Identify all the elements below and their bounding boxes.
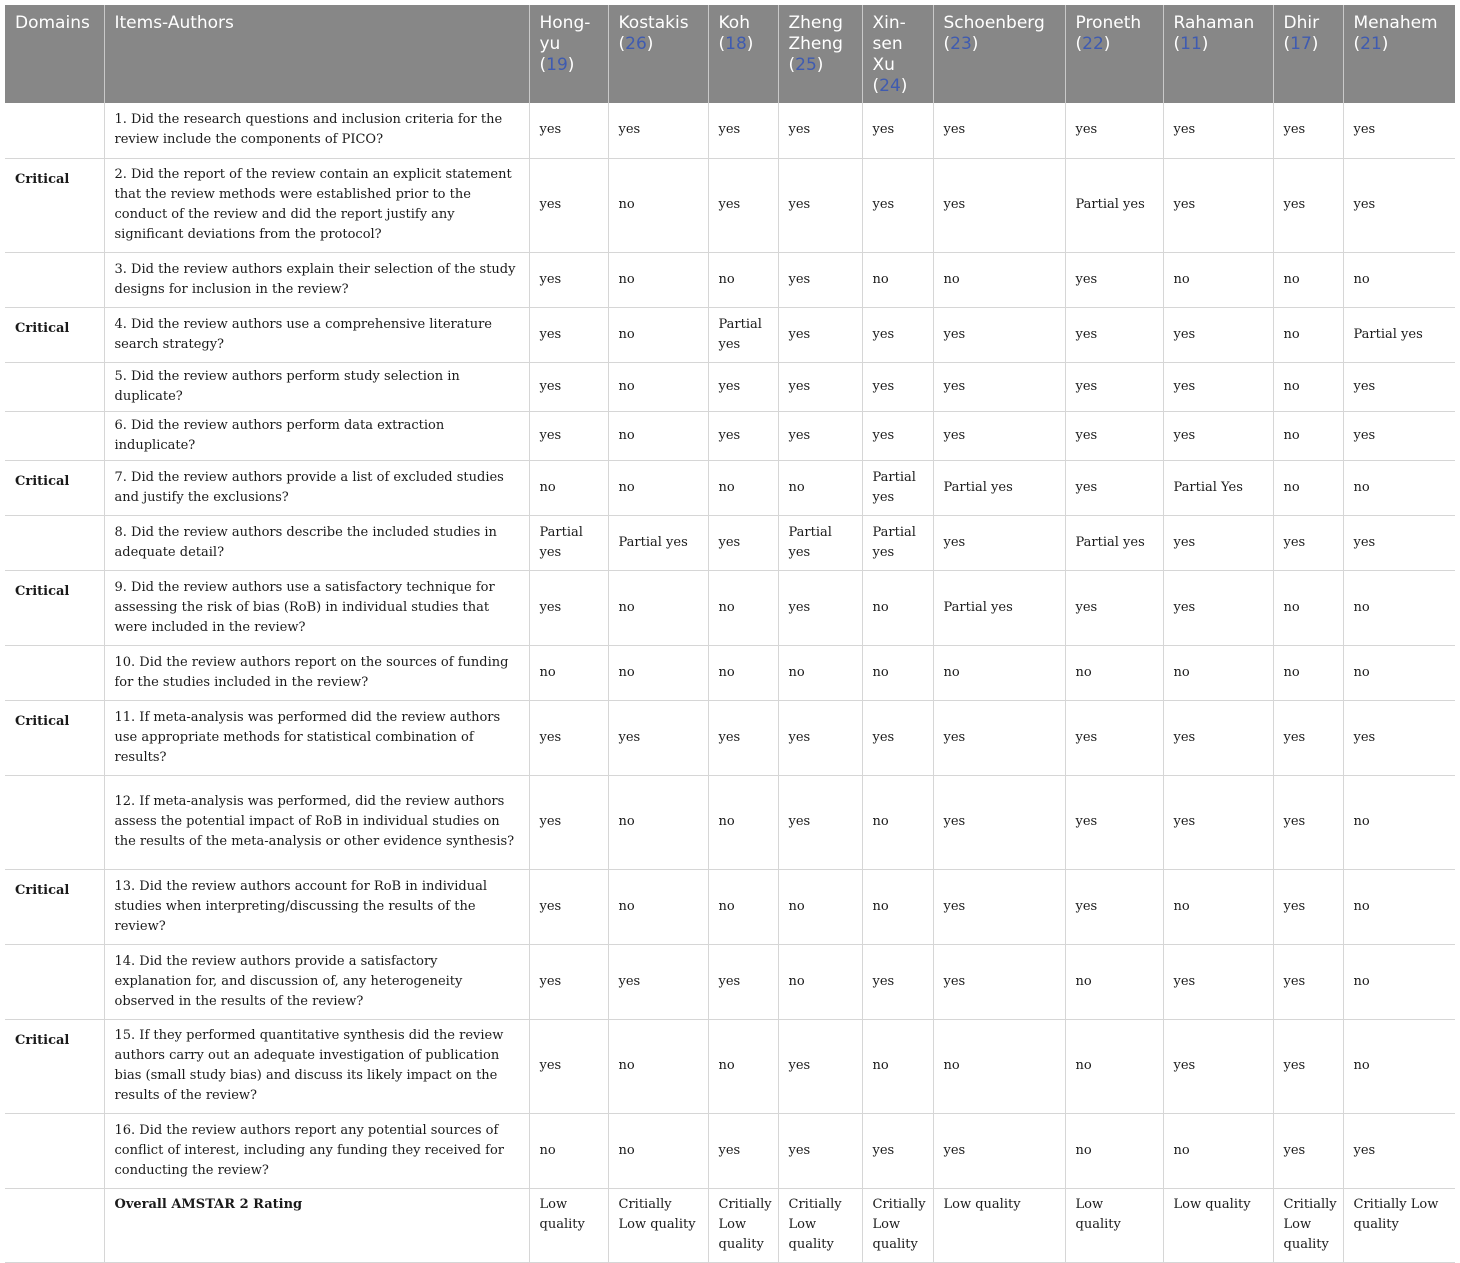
author-name: Hong-yu [539, 13, 591, 54]
rating-value-cell: yes [1273, 103, 1343, 158]
rating-value-cell: no [933, 252, 1065, 307]
rating-value-cell: yes [529, 411, 608, 460]
header-author: Menahem (21) [1343, 5, 1455, 103]
rating-value-cell: no [862, 869, 933, 944]
rating-value-cell: no [708, 1019, 778, 1113]
rating-value-cell: yes [862, 307, 933, 362]
rating-value-cell: yes [933, 307, 1065, 362]
rating-value-cell: no [862, 252, 933, 307]
author-name: Proneth [1075, 13, 1142, 33]
rating-value-cell: no [1273, 362, 1343, 411]
rating-value-cell: yes [529, 362, 608, 411]
rating-value-cell: yes [529, 700, 608, 775]
rating-value-cell: no [1343, 775, 1455, 869]
overall-rating-value: Critially Low quality [1343, 1188, 1455, 1262]
rating-value-cell: yes [708, 944, 778, 1019]
domain-cell [5, 944, 104, 1019]
domain-cell [5, 515, 104, 570]
author-name: Koh [718, 13, 750, 33]
rating-value-cell: no [608, 158, 708, 252]
rating-value-cell: yes [608, 700, 708, 775]
rating-value-cell: yes [1163, 411, 1273, 460]
rating-value-cell: yes [862, 944, 933, 1019]
author-name: Rahaman [1173, 13, 1255, 33]
rating-value-cell: Partial yes [529, 515, 608, 570]
overall-rating-value: Critially Low quality [862, 1188, 933, 1262]
rating-value-cell: no [1273, 460, 1343, 515]
rating-value-cell: yes [1065, 103, 1163, 158]
rating-value-cell: no [708, 645, 778, 700]
rating-value-cell: no [1273, 307, 1343, 362]
rating-value-cell: yes [1065, 411, 1163, 460]
rating-value-cell: yes [1343, 158, 1455, 252]
rating-value-cell: yes [862, 700, 933, 775]
rating-value-cell: yes [933, 700, 1065, 775]
rating-value-cell: no [778, 645, 862, 700]
domain-cell: Critical [5, 158, 104, 252]
rating-value-cell: yes [862, 103, 933, 158]
author-ref-link[interactable]: 22 [1082, 34, 1104, 54]
rating-value-cell: yes [1163, 1019, 1273, 1113]
rating-value-cell: no [608, 869, 708, 944]
rating-value-cell: no [1273, 252, 1343, 307]
rating-value-cell: yes [1343, 411, 1455, 460]
overall-rating-label: Overall AMSTAR 2 Rating [104, 1188, 529, 1262]
rating-value-cell: no [608, 362, 708, 411]
rating-value-cell: yes [708, 411, 778, 460]
author-name: Zheng Zheng [788, 13, 843, 54]
rating-value-cell: yes [778, 700, 862, 775]
rating-value-cell: yes [708, 103, 778, 158]
rating-value-cell: Partial yes [778, 515, 862, 570]
rating-value-cell: Partial yes [1343, 307, 1455, 362]
overall-rating-value: Low quality [529, 1188, 608, 1262]
item-question-cell: 15. If they performed quantitative synthesis did the review authors carry out an adequate investigation of publication bias (small study bias) and discuss its likely impact on the results of the review? [104, 1019, 529, 1113]
rating-value-cell: no [608, 1113, 708, 1188]
rating-value-cell: yes [529, 158, 608, 252]
rating-value-cell: no [1343, 252, 1455, 307]
author-ref-link[interactable]: 17 [1290, 34, 1312, 54]
rating-value-cell: no [708, 570, 778, 645]
header-author: Xin-sen Xu (24) [862, 5, 933, 103]
domain-cell: Critical [5, 570, 104, 645]
rating-value-cell: yes [529, 252, 608, 307]
rating-value-cell: yes [933, 103, 1065, 158]
rating-value-cell: no [1065, 645, 1163, 700]
item-question-cell: 14. Did the review authors provide a satisfactory explanation for, and discussion of, any heterogeneity observed in the results of the review? [104, 944, 529, 1019]
rating-value-cell: yes [1163, 570, 1273, 645]
rating-value-cell: yes [1343, 700, 1455, 775]
author-ref-link[interactable]: 11 [1180, 34, 1202, 54]
rating-value-cell: yes [529, 307, 608, 362]
rating-value-cell: no [778, 869, 862, 944]
table-row [5, 103, 1455, 158]
overall-rating-value: Critially Low quality [1273, 1188, 1343, 1262]
rating-value-cell: yes [1065, 307, 1163, 362]
domain-cell: Critical [5, 869, 104, 944]
author-ref-link[interactable]: 19 [546, 55, 568, 75]
rating-value-cell: yes [608, 944, 708, 1019]
rating-value-cell: yes [1163, 775, 1273, 869]
domain-cell: Critical [5, 700, 104, 775]
rating-value-cell: no [1273, 570, 1343, 645]
rating-value-cell: yes [1273, 1019, 1343, 1113]
rating-value-cell: Partial yes [708, 307, 778, 362]
item-question-cell: 3. Did the review authors explain their selection of the study designs for inclusion in the review? [104, 252, 529, 307]
rating-value-cell: Partial yes [862, 460, 933, 515]
rating-value-cell: yes [529, 570, 608, 645]
rating-value-cell: yes [933, 411, 1065, 460]
table-body [5, 103, 1455, 1262]
rating-value-cell: no [608, 645, 708, 700]
rating-value-cell: yes [778, 1019, 862, 1113]
rating-value-cell: yes [708, 158, 778, 252]
rating-value-cell: no [933, 645, 1065, 700]
rating-value-cell: no [608, 775, 708, 869]
author-ref-link[interactable]: 24 [879, 76, 901, 96]
table-row [5, 869, 1455, 944]
rating-value-cell: yes [708, 515, 778, 570]
rating-value-cell: yes [529, 944, 608, 1019]
author-name: Menahem [1353, 13, 1438, 33]
item-question-cell: 8. Did the review authors describe the included studies in adequate detail? [104, 515, 529, 570]
header-author: Zheng Zheng (25) [778, 5, 862, 103]
rating-value-cell: yes [1163, 103, 1273, 158]
rating-value-cell: yes [778, 362, 862, 411]
rating-value-cell: no [862, 1019, 933, 1113]
rating-value-cell: yes [778, 103, 862, 158]
domain-cell [5, 1188, 104, 1262]
item-question-cell: 9. Did the review authors use a satisfactory technique for assessing the risk of bias (RoB) in individual studies that were included in the review? [104, 570, 529, 645]
header-items-authors: Items-Authors [104, 5, 529, 103]
table-row [5, 1019, 1455, 1113]
rating-value-cell: no [608, 252, 708, 307]
rating-value-cell: yes [933, 1113, 1065, 1188]
rating-value-cell: yes [933, 944, 1065, 1019]
rating-value-cell: yes [778, 775, 862, 869]
header-author: Proneth (22) [1065, 5, 1163, 103]
domain-cell [5, 362, 104, 411]
rating-value-cell: yes [933, 362, 1065, 411]
item-question-cell: 2. Did the report of the review contain an explicit statement that the review methods were established prior to the conduct of the review and did the report justify any significant deviations from the protocol? [104, 158, 529, 252]
rating-value-cell: yes [1065, 775, 1163, 869]
author-name: Dhir [1283, 13, 1320, 33]
rating-value-cell: Partial Yes [1163, 460, 1273, 515]
table-row [5, 700, 1455, 775]
item-question-cell: 1. Did the research questions and inclusion criteria for the review include the components of PICO? [104, 103, 529, 158]
rating-value-cell: yes [933, 515, 1065, 570]
table-row [5, 570, 1455, 645]
rating-value-cell: yes [1343, 362, 1455, 411]
rating-value-cell: yes [708, 1113, 778, 1188]
rating-value-cell: no [1273, 411, 1343, 460]
rating-value-cell: yes [529, 103, 608, 158]
rating-value-cell: no [708, 460, 778, 515]
domain-cell [5, 645, 104, 700]
rating-value-cell: yes [608, 103, 708, 158]
rating-value-cell: no [608, 460, 708, 515]
rating-value-cell: yes [1065, 700, 1163, 775]
rating-value-cell: yes [1273, 869, 1343, 944]
header-author: Koh (18) [708, 5, 778, 103]
rating-value-cell: yes [778, 158, 862, 252]
rating-value-cell: no [529, 1113, 608, 1188]
rating-value-cell: yes [1163, 515, 1273, 570]
overall-rating-row [5, 1188, 1455, 1262]
table-row [5, 460, 1455, 515]
rating-value-cell: yes [862, 362, 933, 411]
rating-value-cell: no [1163, 252, 1273, 307]
domain-cell [5, 775, 104, 869]
item-question-cell: 16. Did the review authors report any potential sources of conflict of interest, including any funding they received for conducting the review? [104, 1113, 529, 1188]
table-row [5, 411, 1455, 460]
rating-value-cell: yes [1273, 1113, 1343, 1188]
header-domains: Domains [5, 5, 104, 103]
rating-value-cell: no [1343, 869, 1455, 944]
item-question-cell: 11. If meta-analysis was performed did the review authors use appropriate methods for statistical combination of results? [104, 700, 529, 775]
item-question-cell: 6. Did the review authors perform data extraction induplicate? [104, 411, 529, 460]
rating-value-cell: no [778, 460, 862, 515]
rating-value-cell: yes [862, 1113, 933, 1188]
rating-value-cell: no [933, 1019, 1065, 1113]
domain-cell [5, 411, 104, 460]
header-author: Rahaman (11) [1163, 5, 1273, 103]
overall-rating-value: Critially Low quality [608, 1188, 708, 1262]
rating-value-cell: Partial yes [933, 570, 1065, 645]
author-ref-link[interactable]: 18 [725, 34, 747, 54]
table-row [5, 944, 1455, 1019]
rating-value-cell: yes [1343, 103, 1455, 158]
overall-rating-value: Low quality [1065, 1188, 1163, 1262]
domain-cell [5, 1113, 104, 1188]
header-row [5, 5, 1455, 103]
author-name: Xin-sen Xu [872, 13, 906, 75]
rating-value-cell: no [1163, 869, 1273, 944]
rating-value-cell: no [529, 645, 608, 700]
item-question-cell: 4. Did the review authors use a comprehensive literature search strategy? [104, 307, 529, 362]
rating-value-cell: yes [778, 1113, 862, 1188]
rating-value-cell: yes [1343, 515, 1455, 570]
rating-value-cell: no [1343, 645, 1455, 700]
rating-value-cell: no [1343, 570, 1455, 645]
rating-value-cell: yes [1163, 944, 1273, 1019]
table-row [5, 362, 1455, 411]
amstar-table-container [5, 5, 1455, 1263]
rating-value-cell: yes [529, 1019, 608, 1113]
rating-value-cell: yes [1163, 700, 1273, 775]
domain-cell: Critical [5, 460, 104, 515]
rating-value-cell: no [778, 944, 862, 1019]
overall-rating-value: Low quality [933, 1188, 1065, 1262]
rating-value-cell: yes [1163, 158, 1273, 252]
rating-value-cell: no [708, 252, 778, 307]
rating-value-cell: yes [1273, 158, 1343, 252]
rating-value-cell: yes [1273, 944, 1343, 1019]
header-author: Dhir (17) [1273, 5, 1343, 103]
author-ref-link[interactable]: 26 [625, 34, 647, 54]
item-question-cell: 7. Did the review authors provide a list of excluded studies and justify the exclusions? [104, 460, 529, 515]
rating-value-cell: yes [778, 570, 862, 645]
rating-value-cell: no [608, 307, 708, 362]
rating-value-cell: no [862, 775, 933, 869]
rating-value-cell: yes [1343, 1113, 1455, 1188]
author-name: Kostakis [618, 13, 689, 33]
rating-value-cell: yes [778, 307, 862, 362]
rating-value-cell: yes [1273, 700, 1343, 775]
domain-cell: Critical [5, 1019, 104, 1113]
table-row [5, 775, 1455, 869]
rating-value-cell: no [1343, 944, 1455, 1019]
rating-value-cell: no [1163, 645, 1273, 700]
table-row [5, 1113, 1455, 1188]
rating-value-cell: Partial yes [608, 515, 708, 570]
rating-value-cell: yes [1065, 460, 1163, 515]
rating-value-cell: no [1163, 1113, 1273, 1188]
author-ref-link[interactable]: 21 [1360, 34, 1382, 54]
overall-rating-value: Low quality [1163, 1188, 1273, 1262]
rating-value-cell: yes [933, 869, 1065, 944]
author-ref-link[interactable]: 23 [950, 34, 972, 54]
rating-value-cell: no [708, 869, 778, 944]
rating-value-cell: no [708, 775, 778, 869]
rating-value-cell: yes [862, 411, 933, 460]
rating-value-cell: no [862, 645, 933, 700]
table-row [5, 515, 1455, 570]
rating-value-cell: yes [1065, 252, 1163, 307]
rating-value-cell: yes [1273, 515, 1343, 570]
rating-value-cell: yes [933, 158, 1065, 252]
table-row [5, 645, 1455, 700]
rating-value-cell: yes [708, 700, 778, 775]
rating-value-cell: yes [778, 411, 862, 460]
rating-value-cell: no [529, 460, 608, 515]
item-question-cell: 5. Did the review authors perform study selection in duplicate? [104, 362, 529, 411]
overall-rating-value: Critially Low quality [778, 1188, 862, 1262]
rating-value-cell: yes [1065, 362, 1163, 411]
rating-value-cell: yes [1163, 362, 1273, 411]
item-question-cell: 10. Did the review authors report on the sources of funding for the studies included in the review? [104, 645, 529, 700]
domain-cell [5, 103, 104, 158]
rating-value-cell: yes [862, 158, 933, 252]
domain-cell: Critical [5, 307, 104, 362]
rating-value-cell: no [862, 570, 933, 645]
table-row [5, 307, 1455, 362]
author-ref-link[interactable]: 25 [795, 55, 817, 75]
rating-value-cell: yes [778, 252, 862, 307]
rating-value-cell: no [1343, 460, 1455, 515]
rating-value-cell: yes [1065, 570, 1163, 645]
rating-value-cell: Partial yes [1065, 158, 1163, 252]
rating-value-cell: yes [1163, 307, 1273, 362]
table-row [5, 252, 1455, 307]
item-question-cell: 13. Did the review authors account for RoB in individual studies when interpreting/discussing the results of the review? [104, 869, 529, 944]
rating-value-cell: no [1273, 645, 1343, 700]
table-row [5, 158, 1455, 252]
rating-value-cell: yes [933, 775, 1065, 869]
domain-cell [5, 252, 104, 307]
rating-value-cell: no [608, 411, 708, 460]
rating-value-cell: yes [708, 362, 778, 411]
rating-value-cell: yes [529, 775, 608, 869]
rating-value-cell: yes [1065, 869, 1163, 944]
rating-value-cell: yes [1273, 775, 1343, 869]
rating-value-cell: no [1065, 944, 1163, 1019]
rating-value-cell: no [1065, 1113, 1163, 1188]
rating-value-cell: no [1065, 1019, 1163, 1113]
rating-value-cell: yes [529, 869, 608, 944]
rating-value-cell: no [608, 570, 708, 645]
header-author: Kostakis (26) [608, 5, 708, 103]
rating-value-cell: Partial yes [862, 515, 933, 570]
rating-value-cell: Partial yes [1065, 515, 1163, 570]
overall-rating-value: Critially Low quality [708, 1188, 778, 1262]
header-author: Schoenberg (23) [933, 5, 1065, 103]
item-question-cell: 12. If meta-analysis was performed, did the review authors assess the potential impact of RoB in individual studies on the results of the meta-analysis or other evidence synthesis? [104, 775, 529, 869]
rating-value-cell: Partial yes [933, 460, 1065, 515]
author-name: Schoenberg [943, 13, 1045, 33]
header-author: Hong-yu (19) [529, 5, 608, 103]
amstar-table [5, 5, 1455, 1263]
rating-value-cell: no [1343, 1019, 1455, 1113]
rating-value-cell: no [608, 1019, 708, 1113]
